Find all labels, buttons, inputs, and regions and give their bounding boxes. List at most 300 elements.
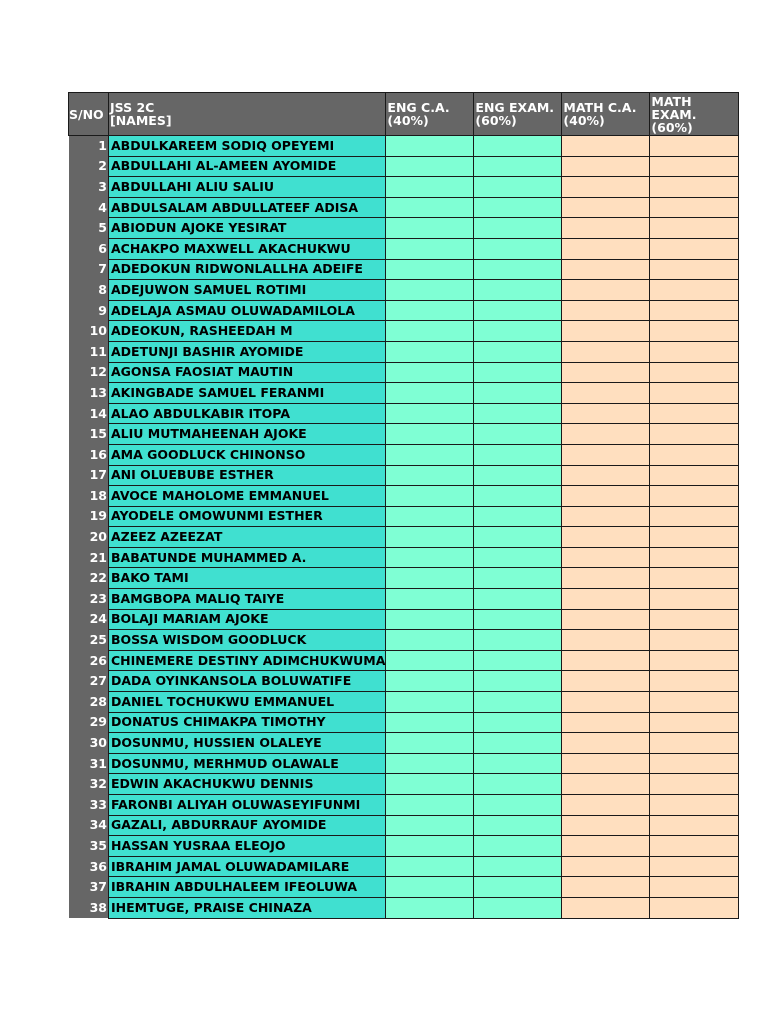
math-ca-cell[interactable] bbox=[562, 280, 650, 301]
math-ca-cell[interactable] bbox=[562, 383, 650, 404]
math-ca-cell[interactable] bbox=[562, 795, 650, 816]
math-exam-cell[interactable] bbox=[650, 836, 739, 857]
math-exam-cell[interactable] bbox=[650, 486, 739, 507]
eng-exam-cell[interactable] bbox=[474, 506, 562, 527]
row-sno[interactable]: 23 bbox=[69, 589, 109, 610]
eng-ca-cell[interactable] bbox=[386, 486, 474, 507]
row-sno[interactable]: 30 bbox=[69, 733, 109, 754]
math-exam-cell[interactable] bbox=[650, 712, 739, 733]
eng-ca-cell[interactable] bbox=[386, 753, 474, 774]
eng-exam-cell[interactable] bbox=[474, 897, 562, 918]
math-ca-cell[interactable] bbox=[562, 609, 650, 630]
student-name: ABIODUN AJOKE YESIRAT bbox=[111, 220, 287, 236]
eng-ca-cell[interactable] bbox=[386, 774, 474, 795]
eng-exam-cell[interactable] bbox=[474, 671, 562, 692]
student-name: BOLAJI MARIAM AJOKE bbox=[111, 611, 269, 627]
student-name: ABDULLAHI ALIU SALIU bbox=[111, 178, 275, 194]
eng-exam-cell[interactable] bbox=[474, 753, 562, 774]
student-name: DOSUNMU, HUSSIEN OLALEYE bbox=[111, 735, 322, 751]
eng-ca-cell[interactable] bbox=[386, 877, 474, 898]
student-name: AYODELE OMOWUNMI ESTHER bbox=[111, 508, 323, 524]
eng-ca-cell[interactable] bbox=[386, 403, 474, 424]
student-name-cell[interactable] bbox=[109, 877, 386, 898]
table-row bbox=[69, 218, 739, 239]
math-ca-cell[interactable] bbox=[562, 362, 650, 383]
eng-ca-cell[interactable] bbox=[386, 321, 474, 342]
math-ca-cell[interactable] bbox=[562, 712, 650, 733]
row-sno[interactable]: 22 bbox=[69, 568, 109, 589]
student-name: AZEEZ AZEEZAT bbox=[111, 529, 223, 545]
math-ca-cell[interactable] bbox=[562, 136, 650, 157]
row-sno[interactable]: 3 bbox=[69, 177, 109, 198]
table-row bbox=[69, 383, 739, 404]
eng-ca-cell[interactable] bbox=[386, 568, 474, 589]
math-ca-cell[interactable] bbox=[562, 259, 650, 280]
eng-ca-cell[interactable] bbox=[386, 341, 474, 362]
student-name-cell[interactable] bbox=[109, 259, 386, 280]
math-ca-cell[interactable] bbox=[562, 733, 650, 754]
eng-ca-cell[interactable] bbox=[386, 609, 474, 630]
student-name-cell[interactable] bbox=[109, 527, 386, 548]
eng-exam-cell[interactable] bbox=[474, 197, 562, 218]
table-row bbox=[69, 403, 739, 424]
table-row bbox=[69, 753, 739, 774]
math-ca-cell[interactable] bbox=[562, 486, 650, 507]
math-exam-cell[interactable] bbox=[650, 238, 739, 259]
student-name-cell[interactable] bbox=[109, 238, 386, 259]
table-row bbox=[69, 156, 739, 177]
student-name: ADEDOKUN RIDWONLALLHA ADEIFE bbox=[111, 261, 363, 277]
table-row bbox=[69, 815, 739, 836]
row-sno[interactable]: 33 bbox=[69, 795, 109, 816]
names-label: [NAMES] bbox=[110, 113, 172, 128]
student-name: ADETUNJI BASHIR AYOMIDE bbox=[111, 343, 304, 359]
header-sno[interactable]: S/NO bbox=[69, 93, 109, 136]
row-sno[interactable]: 20 bbox=[69, 527, 109, 548]
math-exam-cell[interactable] bbox=[650, 774, 739, 795]
student-name-cell[interactable] bbox=[109, 712, 386, 733]
row-sno[interactable]: 37 bbox=[69, 877, 109, 898]
table-row bbox=[69, 609, 739, 630]
student-name-cell[interactable] bbox=[109, 547, 386, 568]
table-row bbox=[69, 650, 739, 671]
math-exam-cell[interactable] bbox=[650, 362, 739, 383]
table-row bbox=[69, 444, 739, 465]
row-sno[interactable]: 28 bbox=[69, 692, 109, 713]
row-sno[interactable]: 36 bbox=[69, 856, 109, 877]
eng-exam-cell[interactable] bbox=[474, 218, 562, 239]
student-name-cell[interactable] bbox=[109, 197, 386, 218]
eng-exam-cell[interactable] bbox=[474, 259, 562, 280]
eng-ca-cell[interactable] bbox=[386, 712, 474, 733]
row-sno[interactable]: 14 bbox=[69, 403, 109, 424]
row-sno[interactable]: 4 bbox=[69, 197, 109, 218]
eng-exam-cell[interactable] bbox=[474, 836, 562, 857]
math-ca-cell[interactable] bbox=[562, 177, 650, 198]
math-ca-cell[interactable] bbox=[562, 836, 650, 857]
row-sno[interactable]: 29 bbox=[69, 712, 109, 733]
student-name: AGONSA FAOSIAT MAUTIN bbox=[111, 364, 294, 380]
eng-exam-cell[interactable] bbox=[474, 424, 562, 445]
header-eng-ca[interactable]: ENG C.A.(40%) bbox=[386, 93, 474, 136]
student-name: BOSSA WISDOM GOODLUCK bbox=[111, 632, 307, 648]
eng-exam-cell[interactable] bbox=[474, 177, 562, 198]
student-name-cell[interactable] bbox=[109, 444, 386, 465]
student-name-cell[interactable] bbox=[109, 795, 386, 816]
eng-exam-cell[interactable] bbox=[474, 856, 562, 877]
eng-exam-cell[interactable] bbox=[474, 156, 562, 177]
eng-exam-cell[interactable] bbox=[474, 486, 562, 507]
row-sno[interactable]: 12 bbox=[69, 362, 109, 383]
math-exam-cell[interactable] bbox=[650, 671, 739, 692]
math-exam-cell[interactable] bbox=[650, 444, 739, 465]
student-rows bbox=[69, 136, 739, 919]
table-row bbox=[69, 321, 739, 342]
math-ca-cell[interactable] bbox=[562, 671, 650, 692]
student-name: AVOCE MAHOLOME EMMANUEL bbox=[111, 487, 329, 503]
eng-exam-cell[interactable] bbox=[474, 444, 562, 465]
math-exam-cell[interactable] bbox=[650, 609, 739, 630]
math-exam-cell[interactable] bbox=[650, 403, 739, 424]
student-name-cell[interactable] bbox=[109, 650, 386, 671]
eng-ca-cell[interactable] bbox=[386, 897, 474, 918]
eng-exam-cell[interactable] bbox=[474, 712, 562, 733]
eng-exam-cell[interactable] bbox=[474, 238, 562, 259]
math-exam-cell[interactable] bbox=[650, 424, 739, 445]
student-name-cell[interactable] bbox=[109, 136, 386, 157]
row-sno[interactable]: 27 bbox=[69, 671, 109, 692]
eng-ca-cell[interactable] bbox=[386, 238, 474, 259]
student-name-cell[interactable] bbox=[109, 815, 386, 836]
student-name: DONATUS CHIMAKPA TIMOTHY bbox=[111, 714, 326, 730]
eng-ca-cell[interactable] bbox=[386, 465, 474, 486]
eng-ca-cell[interactable] bbox=[386, 795, 474, 816]
header-math-ca[interactable]: MATH C.A.(40%) bbox=[562, 93, 650, 136]
student-name: ALIU MUTMAHEENAH AJOKE bbox=[111, 426, 307, 442]
student-name-cell[interactable] bbox=[109, 403, 386, 424]
math-ca-cell[interactable] bbox=[562, 877, 650, 898]
table-row bbox=[69, 712, 739, 733]
score-sheet-table bbox=[68, 92, 739, 919]
math-ca-cell[interactable] bbox=[562, 506, 650, 527]
eng-exam-cell[interactable] bbox=[474, 547, 562, 568]
math-ca-cell[interactable] bbox=[562, 650, 650, 671]
eng-exam-cell[interactable] bbox=[474, 589, 562, 610]
eng-ca-cell[interactable] bbox=[386, 650, 474, 671]
student-name-cell[interactable] bbox=[109, 218, 386, 239]
row-sno[interactable]: 13 bbox=[69, 383, 109, 404]
student-name-cell[interactable] bbox=[109, 568, 386, 589]
student-name: ALAO ABDULKABIR ITOPA bbox=[111, 405, 290, 421]
row-sno[interactable]: 35 bbox=[69, 836, 109, 857]
eng-ca-cell[interactable] bbox=[386, 197, 474, 218]
student-name-cell[interactable] bbox=[109, 856, 386, 877]
eng-ca-cell[interactable] bbox=[386, 177, 474, 198]
row-sno[interactable]: 11 bbox=[69, 341, 109, 362]
eng-ca-cell[interactable] bbox=[386, 856, 474, 877]
eng-exam-cell[interactable] bbox=[474, 774, 562, 795]
math-ca-cell[interactable] bbox=[562, 897, 650, 918]
student-name-cell[interactable] bbox=[109, 362, 386, 383]
student-name: HASSAN YUSRAA ELEOJO bbox=[111, 837, 286, 853]
eng-ca-cell[interactable] bbox=[386, 136, 474, 157]
eng-exam-cell[interactable] bbox=[474, 362, 562, 383]
eng-exam-cell[interactable] bbox=[474, 383, 562, 404]
row-sno[interactable]: 24 bbox=[69, 609, 109, 630]
student-name-cell[interactable] bbox=[109, 506, 386, 527]
row-sno[interactable]: 10 bbox=[69, 321, 109, 342]
table-row bbox=[69, 177, 739, 198]
math-ca-cell[interactable] bbox=[562, 424, 650, 445]
student-name-cell[interactable] bbox=[109, 630, 386, 651]
student-name-cell[interactable] bbox=[109, 733, 386, 754]
math-ca-cell[interactable] bbox=[562, 568, 650, 589]
math-exam-cell[interactable] bbox=[650, 197, 739, 218]
eng-ca-cell[interactable] bbox=[386, 506, 474, 527]
math-exam-cell[interactable] bbox=[650, 280, 739, 301]
row-sno[interactable]: 7 bbox=[69, 259, 109, 280]
row-sno[interactable]: 18 bbox=[69, 486, 109, 507]
math-ca-cell[interactable] bbox=[562, 527, 650, 548]
eng-exam-cell[interactable] bbox=[474, 465, 562, 486]
math-ca-cell[interactable] bbox=[562, 856, 650, 877]
eng-ca-cell[interactable] bbox=[386, 280, 474, 301]
math-exam-cell[interactable] bbox=[650, 300, 739, 321]
class-name: JSS 2C bbox=[110, 100, 155, 115]
student-name-cell[interactable] bbox=[109, 589, 386, 610]
student-name: IBRAHIM JAMAL OLUWADAMILARE bbox=[111, 858, 350, 874]
row-sno[interactable]: 5 bbox=[69, 218, 109, 239]
table-row bbox=[69, 341, 739, 362]
math-exam-cell[interactable] bbox=[650, 650, 739, 671]
student-name: FARONBI ALIYAH OLUWASEYIFUNMI bbox=[111, 796, 361, 812]
eng-exam-cell[interactable] bbox=[474, 815, 562, 836]
math-exam-cell[interactable] bbox=[650, 259, 739, 280]
student-name: DADA OYINKANSOLA BOLUWATIFE bbox=[111, 673, 352, 689]
student-name-cell[interactable] bbox=[109, 156, 386, 177]
student-name-cell[interactable] bbox=[109, 836, 386, 857]
row-sno[interactable]: 38 bbox=[69, 897, 109, 918]
eng-exam-cell[interactable] bbox=[474, 795, 562, 816]
student-name-cell[interactable] bbox=[109, 300, 386, 321]
student-name-cell[interactable] bbox=[109, 424, 386, 445]
math-exam-cell[interactable] bbox=[650, 547, 739, 568]
row-sno[interactable]: 21 bbox=[69, 547, 109, 568]
eng-exam-cell[interactable] bbox=[474, 650, 562, 671]
eng-ca-cell[interactable] bbox=[386, 836, 474, 857]
row-sno[interactable]: 9 bbox=[69, 300, 109, 321]
math-exam-cell[interactable] bbox=[650, 733, 739, 754]
math-ca-cell[interactable] bbox=[562, 197, 650, 218]
eng-ca-cell[interactable] bbox=[386, 444, 474, 465]
student-name: DOSUNMU, MERHMUD OLAWALE bbox=[111, 755, 339, 771]
eng-exam-cell[interactable] bbox=[474, 280, 562, 301]
student-name: ADELAJA ASMAU OLUWADAMILOLA bbox=[111, 302, 355, 318]
header-row bbox=[69, 93, 739, 136]
eng-ca-cell[interactable] bbox=[386, 733, 474, 754]
math-ca-cell[interactable] bbox=[562, 218, 650, 239]
header-eng-exam[interactable]: ENG EXAM. (60%) bbox=[474, 93, 562, 136]
table-row bbox=[69, 280, 739, 301]
row-sno[interactable]: 26 bbox=[69, 650, 109, 671]
math-ca-cell[interactable] bbox=[562, 547, 650, 568]
eng-exam-cell[interactable] bbox=[474, 733, 562, 754]
eng-ca-cell[interactable] bbox=[386, 692, 474, 713]
table-row bbox=[69, 465, 739, 486]
eng-ca-cell[interactable] bbox=[386, 362, 474, 383]
eng-ca-cell[interactable] bbox=[386, 815, 474, 836]
eng-ca-cell[interactable] bbox=[386, 527, 474, 548]
eng-ca-cell[interactable] bbox=[386, 547, 474, 568]
math-exam-cell[interactable] bbox=[650, 177, 739, 198]
eng-ca-cell[interactable] bbox=[386, 589, 474, 610]
header-math-exam[interactable]: MATH EXAM. (60%) bbox=[650, 93, 739, 136]
math-exam-cell[interactable] bbox=[650, 568, 739, 589]
math-ca-cell[interactable] bbox=[562, 341, 650, 362]
math-ca-cell[interactable] bbox=[562, 321, 650, 342]
eng-exam-cell[interactable] bbox=[474, 136, 562, 157]
row-sno[interactable]: 25 bbox=[69, 630, 109, 651]
math-exam-cell[interactable] bbox=[650, 815, 739, 836]
math-ca-cell[interactable] bbox=[562, 589, 650, 610]
eng-exam-cell[interactable] bbox=[474, 630, 562, 651]
math-exam-cell[interactable] bbox=[650, 795, 739, 816]
table-row bbox=[69, 774, 739, 795]
math-ca-cell[interactable] bbox=[562, 444, 650, 465]
eng-exam-cell[interactable] bbox=[474, 321, 562, 342]
math-exam-cell[interactable] bbox=[650, 383, 739, 404]
row-sno[interactable]: 19 bbox=[69, 506, 109, 527]
math-exam-cell[interactable] bbox=[650, 136, 739, 157]
row-sno[interactable]: 8 bbox=[69, 280, 109, 301]
table-row bbox=[69, 238, 739, 259]
math-exam-cell[interactable] bbox=[650, 692, 739, 713]
math-ca-cell[interactable] bbox=[562, 238, 650, 259]
row-sno[interactable]: 1 bbox=[69, 136, 109, 157]
eng-exam-cell[interactable] bbox=[474, 403, 562, 424]
student-name-cell[interactable] bbox=[109, 341, 386, 362]
table-row bbox=[69, 506, 739, 527]
row-sno[interactable]: 15 bbox=[69, 424, 109, 445]
table-row bbox=[69, 424, 739, 445]
row-sno[interactable]: 2 bbox=[69, 156, 109, 177]
eng-ca-cell[interactable] bbox=[386, 218, 474, 239]
student-name: ABDULLAHI AL-AMEEN AYOMIDE bbox=[111, 158, 337, 174]
math-exam-cell[interactable] bbox=[650, 321, 739, 342]
row-sno[interactable]: 16 bbox=[69, 444, 109, 465]
row-sno[interactable]: 31 bbox=[69, 753, 109, 774]
student-name: ANI OLUEBUBE ESTHER bbox=[111, 467, 274, 483]
math-ca-cell[interactable] bbox=[562, 403, 650, 424]
math-ca-cell[interactable] bbox=[562, 300, 650, 321]
math-ca-cell[interactable] bbox=[562, 774, 650, 795]
header-names[interactable] bbox=[109, 93, 386, 136]
eng-ca-cell[interactable] bbox=[386, 156, 474, 177]
math-ca-cell[interactable] bbox=[562, 815, 650, 836]
eng-exam-cell[interactable] bbox=[474, 527, 562, 548]
student-name-cell[interactable] bbox=[109, 774, 386, 795]
student-name: BABATUNDE MUHAMMED A. bbox=[111, 549, 307, 565]
math-exam-cell[interactable] bbox=[650, 218, 739, 239]
math-ca-cell[interactable] bbox=[562, 753, 650, 774]
student-name-cell[interactable] bbox=[109, 280, 386, 301]
math-ca-cell[interactable] bbox=[562, 630, 650, 651]
eng-exam-cell[interactable] bbox=[474, 300, 562, 321]
math-exam-cell[interactable] bbox=[650, 753, 739, 774]
math-ca-cell[interactable] bbox=[562, 465, 650, 486]
eng-ca-cell[interactable] bbox=[386, 383, 474, 404]
table-row bbox=[69, 795, 739, 816]
eng-exam-cell[interactable] bbox=[474, 877, 562, 898]
student-name-cell[interactable] bbox=[109, 465, 386, 486]
student-name-cell[interactable] bbox=[109, 671, 386, 692]
student-name-cell[interactable] bbox=[109, 486, 386, 507]
student-name: EDWIN AKACHUKWU DENNIS bbox=[111, 776, 314, 792]
table-row bbox=[69, 897, 739, 918]
student-name: AMA GOODLUCK CHINONSO bbox=[111, 446, 306, 462]
math-exam-cell[interactable] bbox=[650, 506, 739, 527]
eng-ca-cell[interactable] bbox=[386, 424, 474, 445]
row-sno[interactable]: 17 bbox=[69, 465, 109, 486]
eng-exam-cell[interactable] bbox=[474, 568, 562, 589]
student-name: IHEMTUGE, PRAISE CHINAZA bbox=[111, 899, 312, 915]
math-exam-cell[interactable] bbox=[650, 630, 739, 651]
eng-exam-cell[interactable] bbox=[474, 341, 562, 362]
table-row bbox=[69, 197, 739, 218]
math-exam-cell[interactable] bbox=[650, 341, 739, 362]
table-row bbox=[69, 692, 739, 713]
student-name: IBRAHIN ABDULHALEEM IFEOLUWA bbox=[111, 879, 357, 895]
student-name: CHINEMERE DESTINY ADIMCHUKWUMA bbox=[111, 652, 386, 668]
math-ca-cell[interactable] bbox=[562, 156, 650, 177]
student-name-cell[interactable] bbox=[109, 753, 386, 774]
math-exam-cell[interactable] bbox=[650, 877, 739, 898]
math-ca-cell[interactable] bbox=[562, 692, 650, 713]
math-exam-cell[interactable] bbox=[650, 465, 739, 486]
table-row bbox=[69, 856, 739, 877]
eng-ca-cell[interactable] bbox=[386, 630, 474, 651]
row-sno[interactable]: 34 bbox=[69, 815, 109, 836]
math-exam-cell[interactable] bbox=[650, 856, 739, 877]
eng-exam-cell[interactable] bbox=[474, 692, 562, 713]
student-name: ACHAKPO MAXWELL AKACHUKWU bbox=[111, 240, 351, 256]
eng-exam-cell[interactable] bbox=[474, 609, 562, 630]
row-sno[interactable]: 32 bbox=[69, 774, 109, 795]
math-exam-cell[interactable] bbox=[650, 527, 739, 548]
student-name: ABDULSALAM ABDULLATEEF ADISA bbox=[111, 199, 359, 215]
eng-ca-cell[interactable] bbox=[386, 300, 474, 321]
table-row bbox=[69, 671, 739, 692]
student-name-cell[interactable] bbox=[109, 321, 386, 342]
student-name: BAMGBOPA MALIQ TAIYE bbox=[111, 590, 285, 606]
student-name: AKINGBADE SAMUEL FERANMI bbox=[111, 384, 325, 400]
table-row bbox=[69, 547, 739, 568]
student-name: DANIEL TOCHUKWU EMMANUEL bbox=[111, 693, 335, 709]
math-exam-cell[interactable] bbox=[650, 589, 739, 610]
math-exam-cell[interactable] bbox=[650, 156, 739, 177]
student-name-cell[interactable] bbox=[109, 897, 386, 918]
row-sno[interactable]: 6 bbox=[69, 238, 109, 259]
eng-ca-cell[interactable] bbox=[386, 259, 474, 280]
student-name-cell[interactable] bbox=[109, 177, 386, 198]
table-row bbox=[69, 486, 739, 507]
table-row bbox=[69, 733, 739, 754]
eng-ca-cell[interactable] bbox=[386, 671, 474, 692]
student-name-cell[interactable] bbox=[109, 692, 386, 713]
student-name-cell[interactable] bbox=[109, 383, 386, 404]
student-name-cell[interactable] bbox=[109, 609, 386, 630]
math-exam-cell[interactable] bbox=[650, 897, 739, 918]
